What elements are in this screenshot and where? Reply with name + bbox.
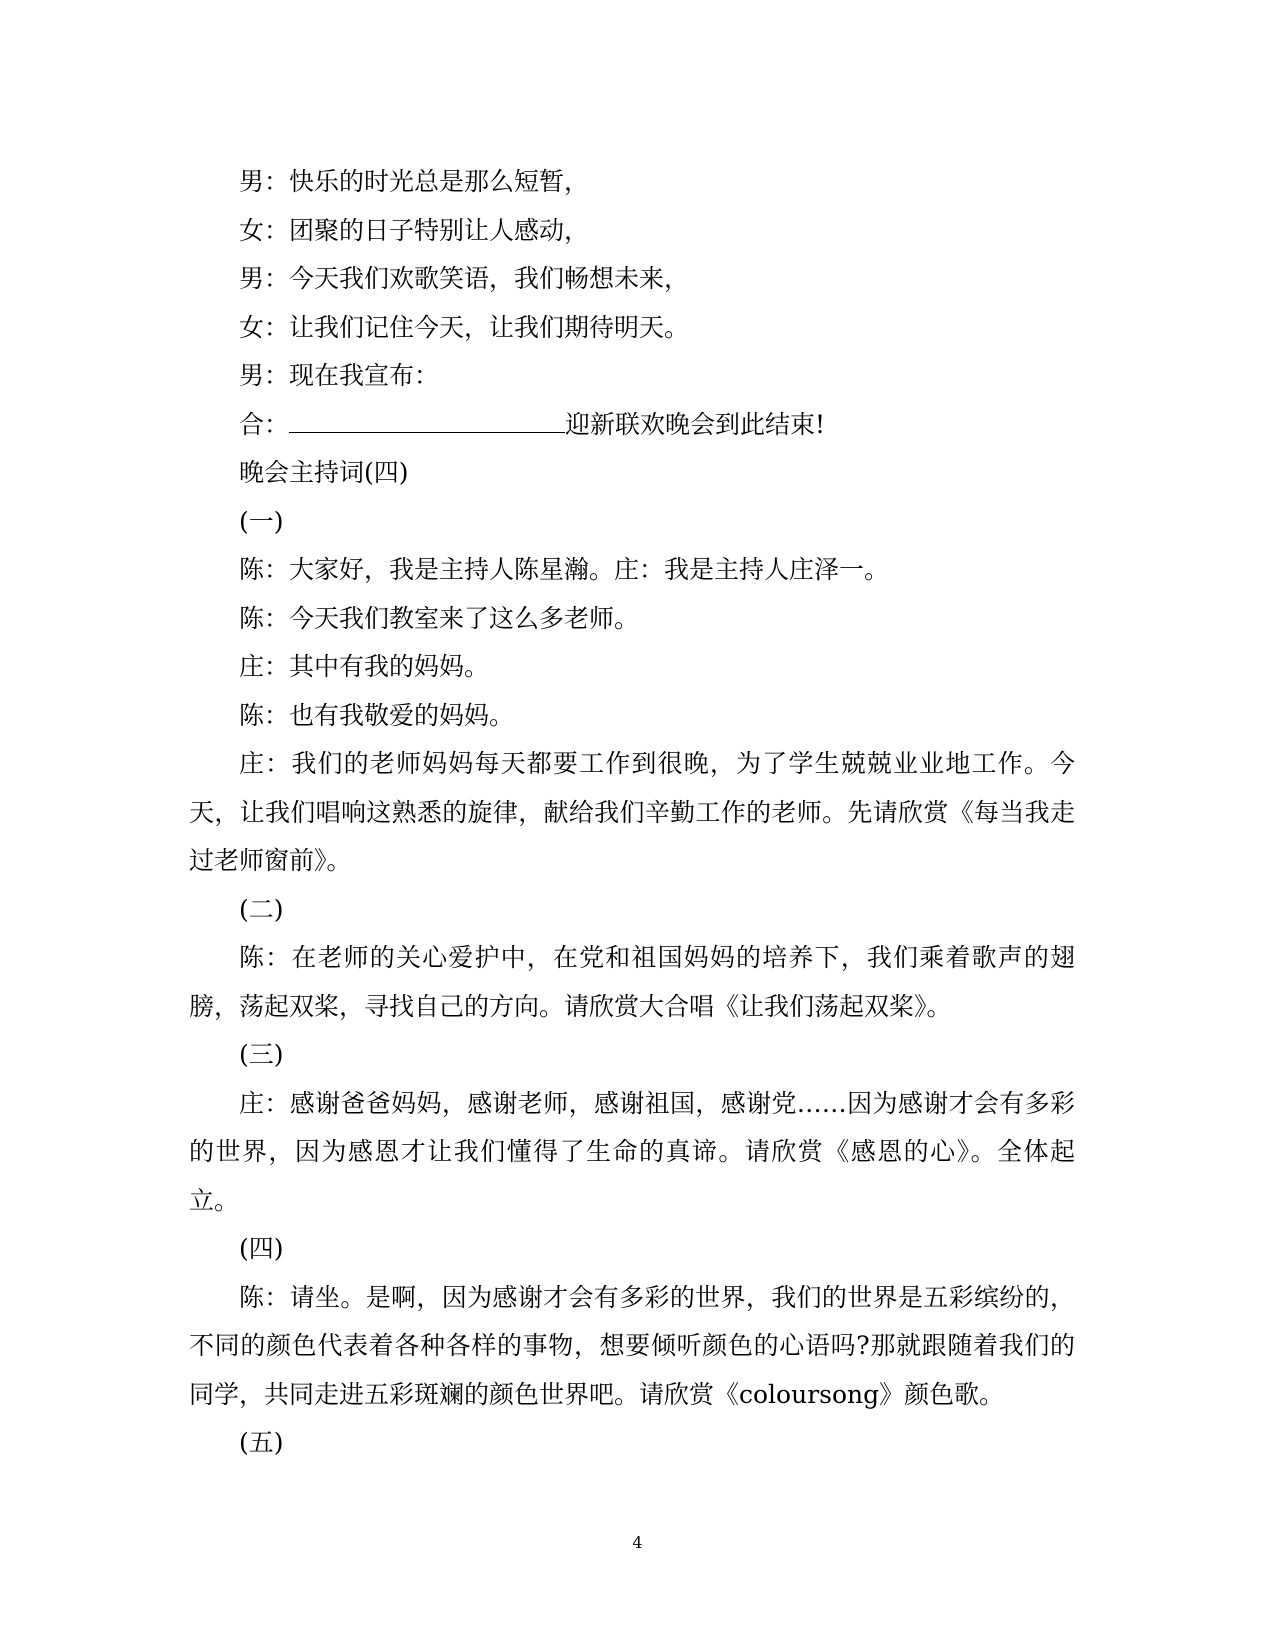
dialogue-paragraph: 陈：在老师的关心爱护中，在党和祖国妈妈的培养下，我们乘着歌声的翅膀，荡起双桨，寻找自己的方向。请欣赏大合唱《让我们荡起双桨》。 bbox=[189, 943, 1075, 1021]
part-marker: (三) bbox=[239, 1040, 284, 1069]
dialogue-line: 男：现在我宣布： bbox=[239, 361, 440, 390]
dialogue-line: 陈：今天我们教室来了这么多老师。 bbox=[239, 603, 640, 633]
page-number: 4 bbox=[632, 1533, 643, 1552]
part-marker: (一) bbox=[239, 506, 284, 536]
dialogue-line: 男：今天我们欢歌笑语，我们畅想未来， bbox=[239, 264, 690, 293]
dialogue-line: 陈：大家好，我是主持人陈星瀚。庄：我是主持人庄泽一。 bbox=[239, 555, 890, 584]
part-marker: (五) bbox=[239, 1428, 284, 1457]
dialogue-line: 陈：也有我敬爱的妈妈。 bbox=[239, 700, 515, 730]
dialogue-line: 庄：其中有我的妈妈。 bbox=[239, 652, 490, 681]
section-title: 晚会主持词(四) bbox=[239, 458, 409, 487]
dialogue-line: 女：团聚的日子特别让人感动， bbox=[239, 215, 590, 245]
dialogue-paragraph: 陈：请坐。是啊，因为感谢才会有多彩的世界，我们的世界是五彩缤纷的，不同的颜色代表着各种各样的事物，想要倾听颜色的心语吗?那就跟随着我们的同学，共同走进五彩斑斓的颜色世界吧。请欣赏《coloursong》颜色歌。 bbox=[189, 1282, 1075, 1409]
closing-prefix: 合： bbox=[239, 409, 290, 439]
dialogue-paragraph: 庄：感谢爸爸妈妈，感谢老师，感谢祖国，感谢党……因为感谢才会有多彩的世界，因为感恩才让我们懂得了生命的真谛。请欣赏《感恩的心》。全体起立。 bbox=[189, 1088, 1075, 1215]
part-marker: (四) bbox=[239, 1234, 284, 1263]
closing-suffix: 迎新联欢晚会到此结束! bbox=[565, 409, 826, 439]
part-marker: (二) bbox=[239, 894, 284, 924]
closing-line bbox=[189, 401, 1075, 450]
dialogue-paragraph: 庄：我们的老师妈妈每天都要工作到很晚，为了学生兢兢业业地工作。今天，让我们唱响这熟悉的旋律，献给我们辛勤工作的老师。先请欣赏《每当我走过老师窗前》。 bbox=[189, 749, 1075, 875]
document-body bbox=[189, 158, 1075, 1468]
dialogue-line: 男：快乐的时光总是那么短暂， bbox=[239, 167, 590, 196]
fill-in-blank bbox=[289, 410, 565, 433]
dialogue-line: 女：让我们记住今天，让我们期待明天。 bbox=[239, 312, 690, 342]
